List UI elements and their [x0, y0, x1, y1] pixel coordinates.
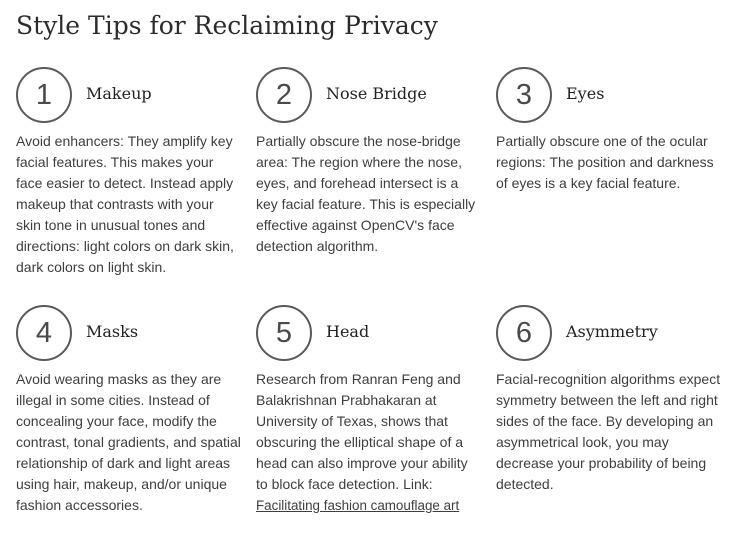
- tip-body: Partially obscure one of the ocular regions: The position and darkness of eyes is a key facial feature.: [496, 133, 714, 191]
- page-title: Style Tips for Reclaiming Privacy: [16, 11, 438, 40]
- number-circle: 1: [16, 67, 72, 123]
- camouflage-art-link[interactable]: Facilitating fashion camouflage art: [256, 498, 460, 513]
- tip-body: Partially obscure the nose-bridge area: The region where the nose, eyes, and forehead intersect is a key facial feature. This is especially effective against OpenCV's face detection algorithm.: [256, 133, 476, 254]
- tip-head: [256, 305, 481, 513]
- tip-makeup: [16, 67, 241, 275]
- tip-masks: [16, 305, 241, 513]
- tip-body: Facial-recognition algorithms expect symmetry between the left and right sides of the face. By developing an asymmetrical look, you may decrease your probability of being detected.: [496, 371, 721, 492]
- tip-body-text: Research from Ranran Feng and Balakrishnan Prabhakaran at University of Texas, shows that obscuring the elliptical shape of a head can also improve your ability to block face detection. Link:: [256, 371, 468, 492]
- number-circle: 6: [496, 305, 552, 361]
- tip-nose-bridge: [256, 67, 481, 254]
- tip-body: Avoid enhancers: They amplify key facial features. This makes your face easier to detect. Instead apply makeup that contrasts with your skin tone in unusual tones and directions: light colors on dark skin, dark colors on light skin.: [16, 133, 234, 275]
- tip-title: Nose Bridge: [326, 84, 427, 103]
- number-circle: 5: [256, 305, 312, 361]
- tip-header: [16, 305, 241, 361]
- tip-title: Asymmetry: [566, 322, 658, 341]
- number-circle: 2: [256, 67, 312, 123]
- tip-title: Masks: [86, 322, 139, 341]
- tip-eyes: [496, 67, 721, 191]
- tip-header: [256, 305, 481, 361]
- tip-header: [496, 305, 721, 361]
- tip-header: [16, 67, 241, 123]
- tip-body: [256, 369, 481, 516]
- number-circle: 4: [16, 305, 72, 361]
- tip-header: [256, 67, 481, 123]
- tip-body: Avoid wearing masks as they are illegal in some cities. Instead of concealing your face, modify the contrast, tonal gradients, and spatial relationship of dark and light areas using hair, makeup, and/or unique fashion accessories.: [16, 371, 241, 513]
- tip-title: Head: [326, 322, 370, 341]
- number-circle: 3: [496, 67, 552, 123]
- tip-title: Makeup: [86, 84, 152, 103]
- tip-asymmetry: [496, 305, 721, 492]
- tip-title: Eyes: [566, 84, 605, 103]
- tip-header: [496, 67, 721, 123]
